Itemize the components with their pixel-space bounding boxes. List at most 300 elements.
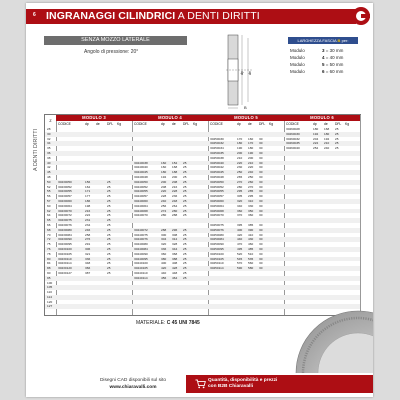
table-cell: 430 [248,237,254,242]
table-cell: 30230110 [58,256,72,261]
table-cell: 30250050 [210,179,224,184]
table-cell: 30250057 [210,194,224,199]
table-cell: 30230127 [58,270,72,275]
table-cell: 25 [183,237,187,242]
table-cell: 160 [161,165,167,170]
vertical-title: A DENTI DIRITTI [33,128,39,171]
page-number: 6 [33,12,36,18]
table-cell: 368 [172,251,178,256]
table-cell: 321 [85,251,91,256]
table-cell: 30240057 [134,194,148,199]
z-value: 65 [45,218,56,223]
table-cell: 234 [85,222,91,227]
table-cell: 30230064 [58,203,72,208]
table-cell: 30250042 [210,165,224,170]
subheader-bar: SENZA MOZZO LATERALE [44,36,187,45]
table-cell: 570 [237,261,243,266]
shopping-cart-icon [195,379,206,389]
table-cell: 190 [248,150,254,155]
table-cell: 25 [183,203,187,208]
table-cell: 171 [85,189,91,194]
table-cell: 30 [259,208,263,213]
table-cell: 30 [259,141,263,146]
table-cell: 236 [172,194,178,199]
table-cell: 25 [107,218,111,223]
column-header: DFL [183,122,190,126]
label-b: B [244,105,247,110]
table-cell: 220 [248,165,254,170]
table-cell: 25 [335,141,339,146]
table-cell: 156 [85,179,91,184]
table-cell: 400 [161,261,167,266]
gear-section-drawing [222,33,280,111]
pressure-angle: Angolo di pressione: 20° [84,49,139,55]
table-cell: 30 [259,198,263,203]
table-cell: 25 [107,261,111,266]
z-value: 84 [47,261,51,266]
module-table-header: MODULO 5 [208,115,284,121]
table-cell: 288 [161,227,167,232]
table-cell: 30250080 [210,232,224,237]
module-row: Modulo 6 = 60 mm [290,69,344,74]
table-cell: 440 [161,270,167,275]
table-cell: 280 [237,184,243,189]
table-cell: 25 [107,189,111,194]
table-cell: 385 [248,222,254,227]
column-header: CODICE [58,122,71,126]
table-cell: 270 [237,179,243,184]
table-cell: 240 [324,146,330,151]
table-cell: 280 [161,213,167,218]
table-cell: 30230080 [58,227,72,232]
table-cell: 25 [335,127,339,131]
table-cell: 336 [85,256,91,261]
table-cell: 30250064 [210,203,224,208]
table-cell: 170 [248,141,254,146]
column-header: dp [161,122,165,126]
table-cell: 180 [313,127,319,131]
table-cell: 192 [161,174,167,179]
table-cell: 420 [237,232,243,237]
table-cell: 30230095 [58,242,72,247]
table-cell: 25 [183,256,187,261]
column-header: DFL [259,122,266,126]
module-width-list [290,47,343,75]
table-cell: 25 [107,266,111,271]
table-cell: 285 [248,189,254,194]
table-cell: 222 [313,141,319,146]
module-table-header: MODULO 4 [132,115,208,121]
table-cell: 30250055 [210,189,224,194]
module-table-header: MODULO 3 [56,115,132,121]
z-value: 35 [47,146,51,151]
table-cell: 200 [172,174,178,179]
table-cell: 30230120 [58,266,72,271]
table-cell: 204 [313,136,319,141]
table-cell: 228 [161,194,167,199]
table-cell: 30240095 [134,256,148,261]
table-cell: 25 [107,256,111,261]
table-cell: 560 [248,261,254,266]
table-cell: 580 [248,266,254,271]
table-cell: 296 [172,227,178,232]
table-cell: 30 [259,160,263,165]
label-de: de [248,71,252,75]
column-header: dp [237,122,241,126]
table-cell: 30240055 [134,189,148,194]
z-value: 88 [45,266,56,271]
table-cell: 265 [237,174,243,179]
z-value: 110 [47,290,52,295]
b2b-line1: Quantità, disponibilità e prezzi [208,378,278,383]
table-cell: 30 [259,227,263,232]
table-cell: 30 [259,213,263,218]
label-dp: dp [240,71,244,75]
page-footer [26,374,373,397]
table-cell: 30230055 [58,189,72,194]
table-cell: 208 [161,184,167,189]
z-value: 66 [47,222,51,227]
table-cell: 30230060 [58,198,72,203]
table-cell: 320 [161,242,167,247]
table-cell: 264 [172,203,178,208]
table-cell: 25 [183,198,187,203]
table-cell: 30240048 [134,174,148,179]
table-cell: 162 [85,184,91,189]
table-cell: 30250048 [210,174,224,179]
table-cell: 25 [183,213,187,218]
table-cell: 30240068 [134,208,148,213]
table-cell: 30250084 [210,237,224,242]
z-value: 120 [47,299,53,304]
z-value: 57 [45,199,56,204]
table-cell: 305 [237,194,243,199]
table-cell: 30250095 [210,246,224,251]
table-cell: 216 [85,208,91,213]
table-cell: 366 [85,266,91,271]
table-cell: 250 [248,174,254,179]
z-value: 76 [45,247,56,252]
table-cell: 170 [237,136,243,141]
z-value: 127 [45,304,56,309]
chiaravalli-logo-icon [352,7,370,25]
table-cell: 30240045 [134,170,148,175]
table-cell: 295 [248,194,254,199]
table-cell: 192 [324,136,330,141]
table-cell: 168 [172,165,178,170]
z-value: 60 [47,203,51,208]
z-value: 70 [47,232,51,237]
table-cell: 30 [259,146,263,151]
table-cell: 30250114 [210,266,224,271]
table-cell: 30240060 [134,198,148,203]
table-cell: 460 [248,242,254,247]
table-cell: 448 [172,270,178,275]
table-cell: 258 [85,232,91,237]
column-header: DFL [335,122,342,126]
table-cell: 291 [85,242,91,247]
table-cell: 30240080 [134,242,148,247]
z-value: 38 [47,155,51,160]
column-header: Kg [117,122,122,126]
table-cell: 312 [172,237,178,242]
table-cell: 25 [107,242,111,247]
column-header: CODICE [210,122,223,126]
module-row: Modulo 4 = 40 mm [290,55,344,60]
table-cell: 190 [237,146,243,151]
table-cell: 350 [248,208,254,213]
table-cell: 400 [237,227,243,232]
table-cell: 240 [161,198,167,203]
table-cell: 30240064 [134,203,148,208]
table-cell: 30250038 [210,155,224,160]
z-value: 32 [47,136,51,141]
table-cell: 25 [107,222,111,227]
table-cell: 30230057 [58,194,72,199]
table-cell: 180 [324,131,330,136]
module-table-3 [56,115,133,315]
table-cell: 30250075 [210,222,224,227]
table-cell: 222 [85,213,91,218]
z-value: 42 [47,165,51,170]
z-value: 28 [47,127,51,131]
table-cell: 360 [237,208,243,213]
table-cell: 25 [107,237,111,242]
table-cell: 25 [107,184,111,189]
table-cell: 25 [183,270,187,275]
module-table-5 [208,115,285,315]
table-cell: 30250060 [210,198,224,203]
table-cell: 30 [259,179,263,184]
table-row [56,304,132,309]
table-cell: 30230052 [58,184,72,189]
table-cell: 25 [183,232,187,237]
table-cell: 30230075 [58,218,72,223]
table-cell: 520 [237,251,243,256]
table-cell: 25 [183,184,187,189]
table-cell: 340 [237,203,243,208]
table-cell: 30 [259,242,263,247]
table-cell: 380 [161,256,167,261]
table-cell: 344 [172,246,178,251]
table-cell: 220 [161,189,167,194]
table-cell: 208 [172,179,178,184]
table-cell: 25 [107,213,111,218]
table-cell: 240 [248,170,254,175]
z-value: 72 [45,237,56,242]
table-cell: 395 [237,222,243,227]
table-cell: 288 [172,213,178,218]
column-header: de [172,122,176,126]
table-cell: 30 [259,155,263,160]
table-cell: 30250040 [210,160,224,165]
table-cell: 408 [172,261,178,266]
column-header: de [248,122,252,126]
table-cell: 180 [161,170,167,175]
table-cell: 30250070 [210,213,224,218]
table-cell: 330 [248,203,254,208]
table-cell: 30240040 [134,165,148,170]
table-cell: 30 [259,174,263,179]
table-cell: 168 [324,127,330,131]
gear-photo [288,307,373,373]
table-cell: 545 [237,256,243,261]
table-cell: 30240105 [134,266,148,271]
table-cell: 25 [107,270,111,275]
table-cell: 30240038 [134,160,148,165]
table-cell: 30230050 [58,179,72,184]
table-cell: 390 [248,227,254,232]
table-cell: 25 [107,227,111,232]
column-header: dp [85,122,89,126]
z-value: 64 [47,213,51,218]
table-cell: 30250030 [210,136,224,141]
table-cell: 310 [248,198,254,203]
table-cell: 30 [259,150,263,155]
table-cell: 200 [161,179,167,184]
table-cell: 25 [183,227,187,232]
table-cell: 25 [107,203,111,208]
table-cell: 30 [259,203,263,208]
table-cell: 306 [85,246,91,251]
table-cell: 387 [85,270,91,275]
table-cell: 231 [85,218,91,223]
table-cell: 30 [259,222,263,227]
table-cell: 308 [172,232,178,237]
table-cell: 336 [161,246,167,251]
table-cell: 30250105 [210,256,224,261]
table-cell: 160 [161,160,167,165]
module-table-header: MODULO 6 [284,115,360,121]
z-value: 40 [45,161,56,166]
table-cell: 260 [248,179,254,184]
table-cell: 152 [172,160,178,165]
table-cell: 30240072 [134,227,148,232]
table-cell: 304 [161,237,167,242]
table-cell: 30240070 [134,213,148,218]
table-cell: 428 [172,266,178,271]
table-cell: 30240100 [134,261,148,266]
b2b-banner[interactable] [186,375,373,393]
table-cell: 30230072 [58,213,72,218]
table-cell: 25 [183,266,187,271]
table-cell: 495 [237,246,243,251]
catalog-page [26,3,373,397]
table-cell: 30 [259,165,263,170]
table-cell: 30240075 [134,232,148,237]
table-cell: 30 [259,189,263,194]
table-cell: 30260040 [286,146,300,151]
table-cell: 25 [183,242,187,247]
z-value: 80 [45,257,56,262]
table-cell: 30250035 [210,150,224,155]
table-cell: 30 [259,237,263,242]
table-cell: 30230084 [58,232,72,237]
column-header: Kg [345,122,350,126]
table-cell: 590 [237,266,243,271]
cad-note: Disegni CAD disponibili sul sito www.chiaravalli.com [99,378,167,390]
z-value: 75 [47,242,51,247]
table-cell: 25 [183,261,187,266]
z-value: 62 [45,209,56,214]
table-cell: 30250100 [210,251,224,256]
table-cell: 30 [259,136,263,141]
table-cell: 180 [237,141,243,146]
table-cell: 25 [183,246,187,251]
table-cell: 210 [324,141,330,146]
table-cell: 464 [172,275,178,280]
table-cell: 30260030 [286,131,300,136]
column-header: Kg [269,122,274,126]
b2b-line2: con B2B Chiaravalli [208,384,254,389]
table-cell: 348 [85,261,91,266]
z-value: 52 [47,184,51,189]
table-cell: 25 [335,136,339,141]
table-cell: 30230076 [58,222,72,227]
table-cell: 360 [248,213,254,218]
table-cell: 388 [172,256,178,261]
column-header: CODICE [286,122,299,126]
table-cell: 270 [248,184,254,189]
table-cell: 30250032 [210,141,224,146]
table-cell: 25 [107,198,111,203]
table-cell: 30250045 [210,170,224,175]
z-value: 34 [45,141,56,146]
table-cell: 30 [259,266,263,271]
table-cell: 30240110 [134,270,148,275]
table-cell: 25 [107,246,111,251]
table-cell: 272 [161,208,167,213]
table-cell: 30260028 [286,127,300,131]
table-cell: 320 [237,198,243,203]
table-cell: 200 [237,150,243,155]
table-cell: 30 [259,261,263,266]
table-cell: 276 [85,237,91,242]
table-cell: 30260032 [286,136,300,141]
table-cell: 25 [183,179,187,184]
table-cell: 370 [237,213,243,218]
module-table-4 [132,115,209,315]
table-cell: 25 [107,208,111,213]
table-cell: 30240050 [134,179,148,184]
table-cell: 30 [259,251,263,256]
table-cell: 180 [248,146,254,151]
table-cell: 25 [107,194,111,199]
table-cell: 456 [161,275,167,280]
table-cell: 198 [85,203,91,208]
z-value: 30 [45,132,56,137]
table-cell: 25 [335,146,339,151]
table-cell: 186 [85,198,91,203]
table-cell: 510 [248,251,254,256]
table-cell: 30260035 [286,141,300,146]
table-cell: 200 [248,155,254,160]
table-cell: 30250052 [210,184,224,189]
table-cell: 25 [107,232,111,237]
table-cell: 30230114 [58,261,72,266]
table-cell: 470 [237,242,243,247]
table-cell: 30250034 [210,146,224,151]
table-cell: 30240076 [134,237,148,242]
z-value: 45 [45,170,56,175]
website-link[interactable]: www.chiaravalli.com [109,385,157,390]
page-header [26,9,356,24]
table-cell: 30230090 [58,237,72,242]
table-cell: 440 [237,237,243,242]
table-cell: 30 [259,232,263,237]
column-header: CODICE [134,122,147,126]
table-cell: 25 [107,179,111,184]
